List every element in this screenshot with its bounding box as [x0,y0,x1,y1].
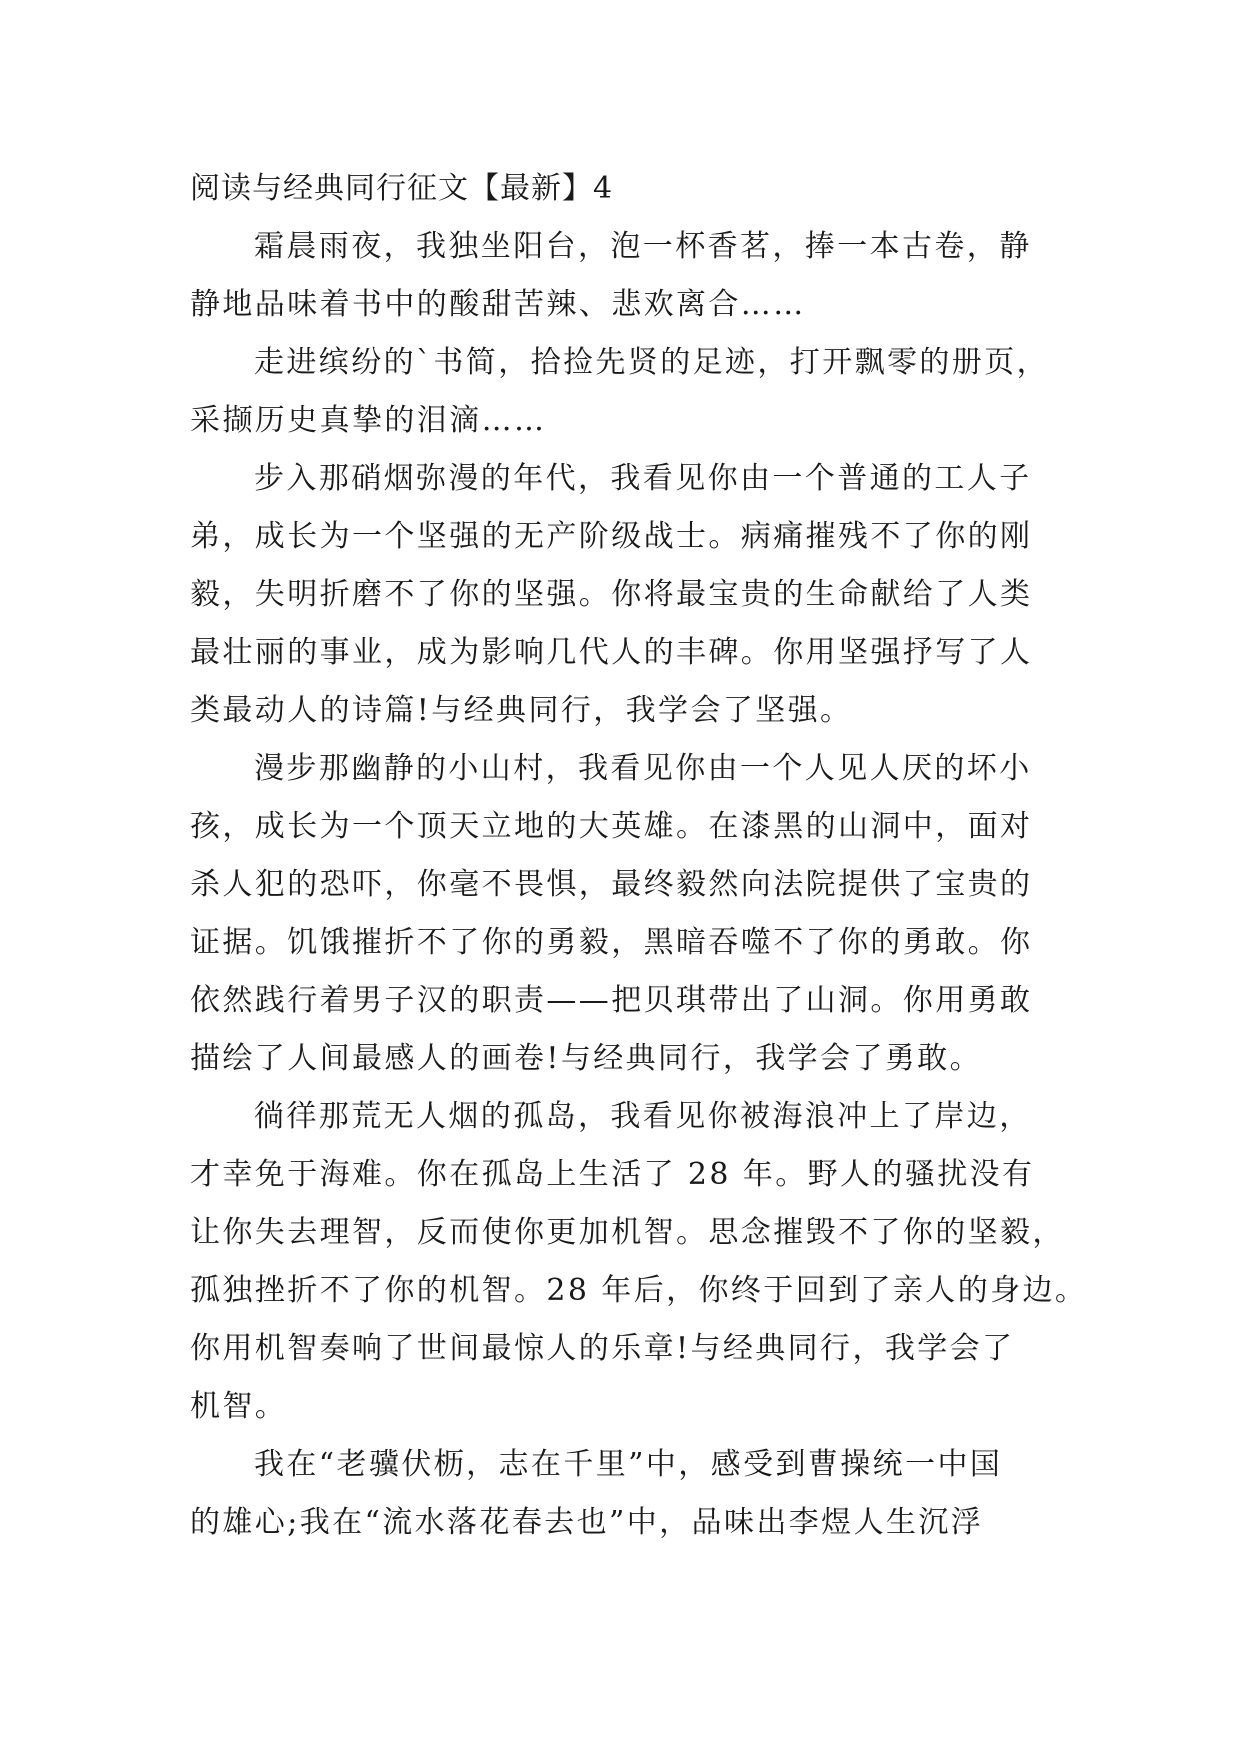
document-body [190,160,1088,1552]
text-line: 最壮丽的事业，成为影响几代人的丰碑。你用坚强抒写了人 [190,635,1033,670]
text-line: 类最动人的诗篇!与经典同行，我学会了坚强。 [190,693,853,728]
text-line: 弟，成长为一个坚强的无产阶级战士。病痛摧残不了你的刚 [190,519,1033,554]
document-title: 阅读与经典同行征文【最新】4 [190,171,614,206]
text-line: 漫步那幽静的小山村，我看见你由一个人见人厌的坏小 [254,751,1032,786]
text-line: 走进缤纷的`书简，拾捡先贤的足迹，打开飘零的册页， [254,345,1049,380]
text-line: 采撷历史真挚的泪滴…… [190,403,547,438]
text-line: 你用机智奏响了世间最惊人的乐章!与经典同行，我学会了 [190,1331,1015,1366]
text-line: 依然践行着男子汉的职责——把贝琪带出了山洞。你用勇敢 [190,983,1033,1018]
text-line: 机智。 [190,1389,288,1424]
text-line: 我在“老骥伏枥，志在千里”中，感受到曹操统一中国 [254,1447,1003,1482]
text-line: 让你失去理智，反而使你更加机智。思念摧毁不了你的坚毅， [190,1215,1065,1250]
text-line: 徜徉那荒无人烟的孤岛，我看见你被海浪冲上了岸边， [254,1099,1032,1134]
text-line: 描绘了人间最感人的画卷!与经典同行，我学会了勇敢。 [190,1041,983,1076]
text-line: 孤独挫折不了你的机智。28 年后，你终于回到了亲人的身边。 [190,1273,1088,1308]
text-line: 毅，失明折磨不了你的坚强。你将最宝贵的生命献给了人类 [190,577,1033,612]
text-line: 步入那硝烟弥漫的年代，我看见你由一个普通的工人子 [254,461,1032,496]
text-lines [190,218,1088,1552]
text-line: 孩，成长为一个顶天立地的大英雄。在漆黑的山洞中，面对 [190,809,1033,844]
text-line: 的雄心;我在“流水落花春去也”中，品味出李煜人生沉浮 [190,1505,984,1540]
text-line: 证据。饥饿摧折不了你的勇毅，黑暗吞噬不了你的勇敢。你 [190,925,1033,960]
text-line: 霜晨雨夜，我独坐阳台，泡一杯香茗，捧一本古卷，静 [254,229,1032,264]
text-line: 杀人犯的恐吓，你毫不畏惧，最终毅然向法院提供了宝贵的 [190,867,1033,902]
text-line: 才幸免于海难。你在孤岛上生活了 28 年。野人的骚扰没有 [190,1157,1035,1192]
text-line: 静地品味着书中的酸甜苦辣、悲欢离合…… [190,287,806,322]
